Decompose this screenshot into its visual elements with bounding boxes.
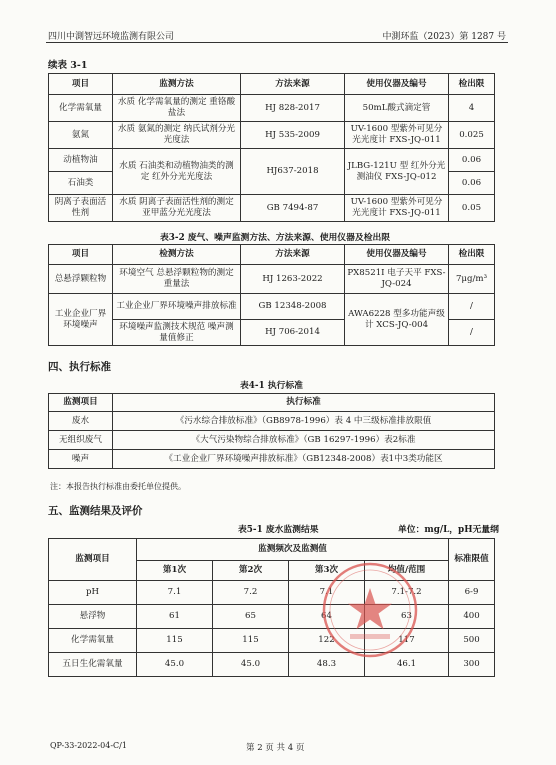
- cell-method: 水质 化学需氧量的测定 重铬酸盐法: [113, 95, 241, 122]
- table-row: [49, 95, 495, 122]
- cell-standard: 《工业企业厂界环境噪声排放标准》（GB12348-2008）表1中3类功能区: [113, 450, 495, 469]
- cell-item: 化学需氧量: [49, 629, 137, 653]
- cell-source: HJ 828-2017: [241, 95, 345, 122]
- table-row: [49, 629, 495, 653]
- cell-item: 石油类: [49, 172, 113, 195]
- cell-item: 悬浮物: [49, 605, 137, 629]
- col-header: 检出限: [449, 74, 495, 95]
- col-header: 监测项目: [49, 394, 113, 412]
- cell-value: 7.1: [289, 581, 365, 605]
- page-number: 第 2 页 共 4 页: [246, 743, 305, 753]
- cell-limit: 0.025: [449, 122, 495, 149]
- sub-header: 第1次: [137, 561, 213, 581]
- col-header: 项目: [49, 245, 113, 265]
- cell-value: 48.3: [289, 653, 365, 677]
- col-header: 使用仪器及编号: [345, 74, 449, 95]
- table-row: [49, 412, 495, 431]
- cell-value: 115: [213, 629, 289, 653]
- table-row: [49, 149, 495, 172]
- cell-standard: 《大气污染物综合排放标准》（GB 16297-1996）表2标准: [113, 431, 495, 450]
- cell-value: 63: [365, 605, 449, 629]
- cell-item: 五日生化需氧量: [49, 653, 137, 677]
- table-5-1: [48, 538, 495, 677]
- col-header: 方法来源: [241, 74, 345, 95]
- company-name: 四川中測智远环境监测有限公司: [48, 32, 175, 42]
- col-header-group: 监测频次及监测值: [137, 539, 449, 561]
- cell-item: 总悬浮颗粒物: [49, 265, 113, 294]
- cell-value: 65: [213, 605, 289, 629]
- cell-limit: 0.06: [449, 172, 495, 195]
- cell-item: 阴离子表面活性剂: [49, 195, 113, 222]
- form-code: QP-33-2022-04-C/1: [50, 741, 127, 750]
- cell-method: 水质 阴离子表面活性剂的测定 亚甲蓝分光光度法: [113, 195, 241, 222]
- cell-source: GB 7494-87: [241, 195, 345, 222]
- cell-item: 噪声: [49, 450, 113, 469]
- sub-header: 第3次: [289, 561, 365, 581]
- table-row: [49, 195, 495, 222]
- table-row: [49, 605, 495, 629]
- sub-header: 第2次: [213, 561, 289, 581]
- section-4-title: 四、执行标准: [48, 361, 111, 373]
- cell-limit: 400: [449, 605, 495, 629]
- cell-method: 环境噪声监测技术规范 噪声测量值修正: [113, 320, 241, 346]
- sub-header: 均值/范围: [365, 561, 449, 581]
- unit-label: 单位：mg/L，pH无量纲: [398, 525, 499, 535]
- cell-instrument: PX8521I 电子天平 FXS-JQ-024: [345, 265, 449, 294]
- cell-limit: 4: [449, 95, 495, 122]
- cell-limit: 500: [449, 629, 495, 653]
- cell-source: HJ 1263-2022: [241, 265, 345, 294]
- table-row: [49, 294, 495, 320]
- cell-value: 7.1: [137, 581, 213, 605]
- cell-value: 45.0: [137, 653, 213, 677]
- cell-item: 无组织废气: [49, 431, 113, 450]
- table-row: [49, 581, 495, 605]
- cell-item: 化学需氧量: [49, 95, 113, 122]
- cell-value: 115: [137, 629, 213, 653]
- table-4-1: [48, 393, 495, 469]
- table-3-1-continued: [48, 73, 495, 222]
- report-number: 中測环监（2023）第 1287 号: [382, 32, 506, 42]
- cell-method: 工业企业厂界环境噪声排放标准: [113, 294, 241, 320]
- cell-source: HJ 706-2014: [241, 320, 345, 346]
- cell-limit: 7μg/m³: [449, 265, 495, 294]
- cell-source: GB 12348-2008: [241, 294, 345, 320]
- col-header: 方法来源: [241, 245, 345, 265]
- cell-limit: 0.06: [449, 149, 495, 172]
- section-5-title: 五、监测结果及评价: [48, 505, 143, 517]
- cell-limit: 6-9: [449, 581, 495, 605]
- cell-limit: /: [449, 294, 495, 320]
- cell-limit: 0.05: [449, 195, 495, 222]
- table-4-1-caption: 表4-1 执行标准: [240, 381, 303, 391]
- cell-method: 水质 石油类和动植物油类的测定 红外分光光度法: [113, 149, 241, 195]
- header-divider: [46, 42, 508, 43]
- cell-method: 环境空气 总悬浮颗粒物的测定 重量法: [113, 265, 241, 294]
- table-row: [49, 653, 495, 677]
- cell-instrument: UV-1600 型紫外可见分光光度计 FXS-JQ-011: [345, 195, 449, 222]
- cell-item: pH: [49, 581, 137, 605]
- col-header: 检出限: [449, 245, 495, 265]
- cell-instrument: AWA6228 型多功能声级计 XCS-JQ-004: [345, 294, 449, 346]
- cell-item: 动植物油: [49, 149, 113, 172]
- cell-value: 61: [137, 605, 213, 629]
- table-3-2: [48, 244, 495, 346]
- cell-value: 117: [365, 629, 449, 653]
- col-header: 检测方法: [113, 245, 241, 265]
- cell-value: 46.1: [365, 653, 449, 677]
- cell-method: 水质 氨氮的测定 纳氏试剂分光光度法: [113, 122, 241, 149]
- col-header: 监测方法: [113, 74, 241, 95]
- cell-value: 122: [289, 629, 365, 653]
- cell-value: 7.1-7.2: [365, 581, 449, 605]
- table-3-2-caption: 表3-2 废气、噪声监测方法、方法来源、使用仪器及检出限: [160, 233, 391, 243]
- cell-instrument: 50mL酸式滴定管: [345, 95, 449, 122]
- cell-source: HJ637-2018: [241, 149, 345, 195]
- cell-limit: 300: [449, 653, 495, 677]
- col-header: 项目: [49, 74, 113, 95]
- table-row: [49, 122, 495, 149]
- cell-value: 7.2: [213, 581, 289, 605]
- cell-value: 45.0: [213, 653, 289, 677]
- table-row: [49, 450, 495, 469]
- inspection-seal-stamp: [320, 560, 420, 660]
- cell-value: 64: [289, 605, 365, 629]
- cell-item: 氨氮: [49, 122, 113, 149]
- standard-note: 注：本报告执行标准由委托单位提供。: [50, 482, 186, 491]
- cell-instrument: UV-1600 型紫外可见分光光度计 FXS-JQ-011: [345, 122, 449, 149]
- table-row: [49, 431, 495, 450]
- table-row: [49, 265, 495, 294]
- cell-item: 废水: [49, 412, 113, 431]
- col-header: 执行标准: [113, 394, 495, 412]
- col-header-limit: 标准限值: [449, 539, 495, 581]
- cell-item: 工业企业厂界环境噪声: [49, 294, 113, 346]
- continued-table-title: 续表 3-1: [48, 60, 88, 71]
- cell-instrument: JLBG-121U 型 红外分光测油仪 FXS-JQ-012: [345, 149, 449, 195]
- col-header: 使用仪器及编号: [345, 245, 449, 265]
- cell-standard: 《污水综合排放标准》（GB8978-1996）表 4 中三级标准排放限值: [113, 412, 495, 431]
- table-5-1-caption: 表5-1 废水监测结果: [238, 525, 319, 535]
- cell-limit: /: [449, 320, 495, 346]
- col-header-item: 监测项目: [49, 539, 137, 581]
- cell-source: HJ 535-2009: [241, 122, 345, 149]
